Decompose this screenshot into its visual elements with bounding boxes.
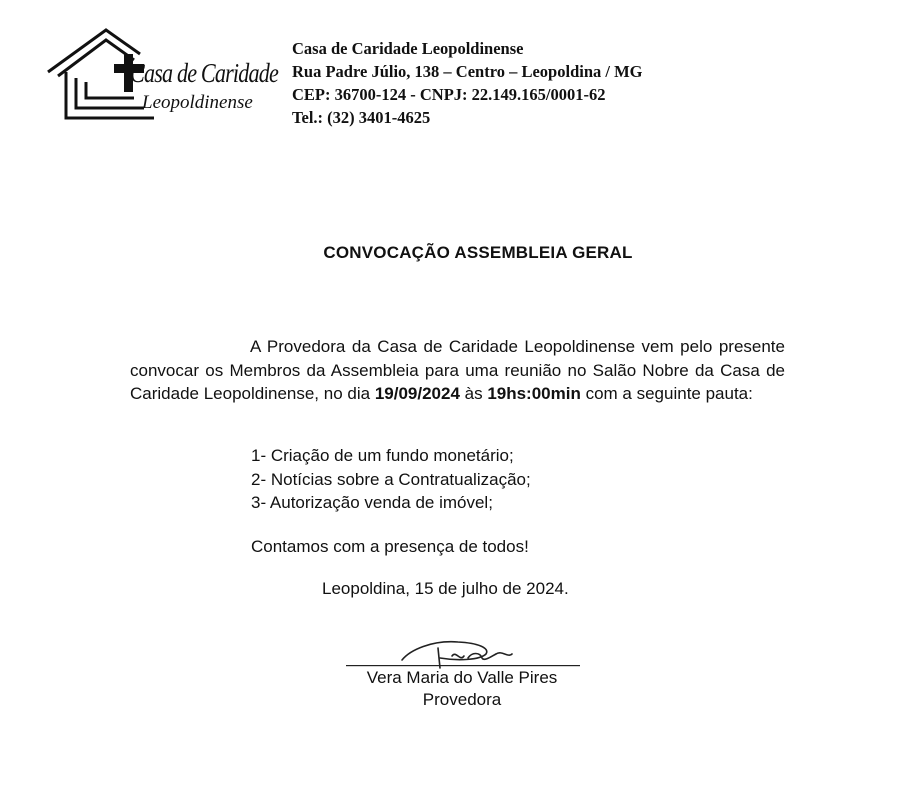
agenda-item: 3- Autorização venda de imóvel; xyxy=(251,493,493,512)
signer-role: Provedora xyxy=(422,690,502,709)
agenda-item: 2- Notícias sobre a Contratualização; xyxy=(251,469,531,489)
meeting-date: 19/09/2024 xyxy=(374,384,460,403)
body-text-part3: com a seguinte pauta: xyxy=(580,384,753,403)
place-date: Leopoldina, 15 de julho de 2024. xyxy=(322,579,569,598)
body-text-part2: às xyxy=(459,384,488,403)
body-paragraph xyxy=(130,335,785,406)
logo-title: Casa de Caridade xyxy=(130,58,279,88)
letterhead xyxy=(292,37,643,129)
agenda-item: 1- Criação de um fundo monetário; xyxy=(251,446,514,465)
phone: Tel.: (32) 3401-4625 xyxy=(292,108,431,127)
signer-name: Vera Maria do Valle Pires xyxy=(366,668,558,687)
address: Rua Padre Júlio, 138 – Centro – Leopoldina / MG xyxy=(292,62,643,81)
institution-name: Casa de Caridade Leopoldinense xyxy=(292,39,524,58)
document-title: CONVOCAÇÃO ASSEMBLEIA GERAL xyxy=(323,243,633,262)
meeting-time: 19hs:00min xyxy=(487,384,581,403)
body-text-part1: A Provedora da Casa de Caridade Leopoldinense vem pelo presente convocar os Membros da Assembleia para uma reunião no Salão Nobre da Casa de Caridade Leopoldinense, no dia xyxy=(130,337,785,403)
agenda-list xyxy=(251,444,531,515)
cep-cnpj: CEP: 36700-124 - CNPJ: 22.149.165/0001-62 xyxy=(292,85,606,104)
logo-subtitle: Leopoldinense xyxy=(142,92,253,113)
logo xyxy=(44,24,279,124)
closing-text: Contamos com a presença de todos! xyxy=(251,537,529,556)
